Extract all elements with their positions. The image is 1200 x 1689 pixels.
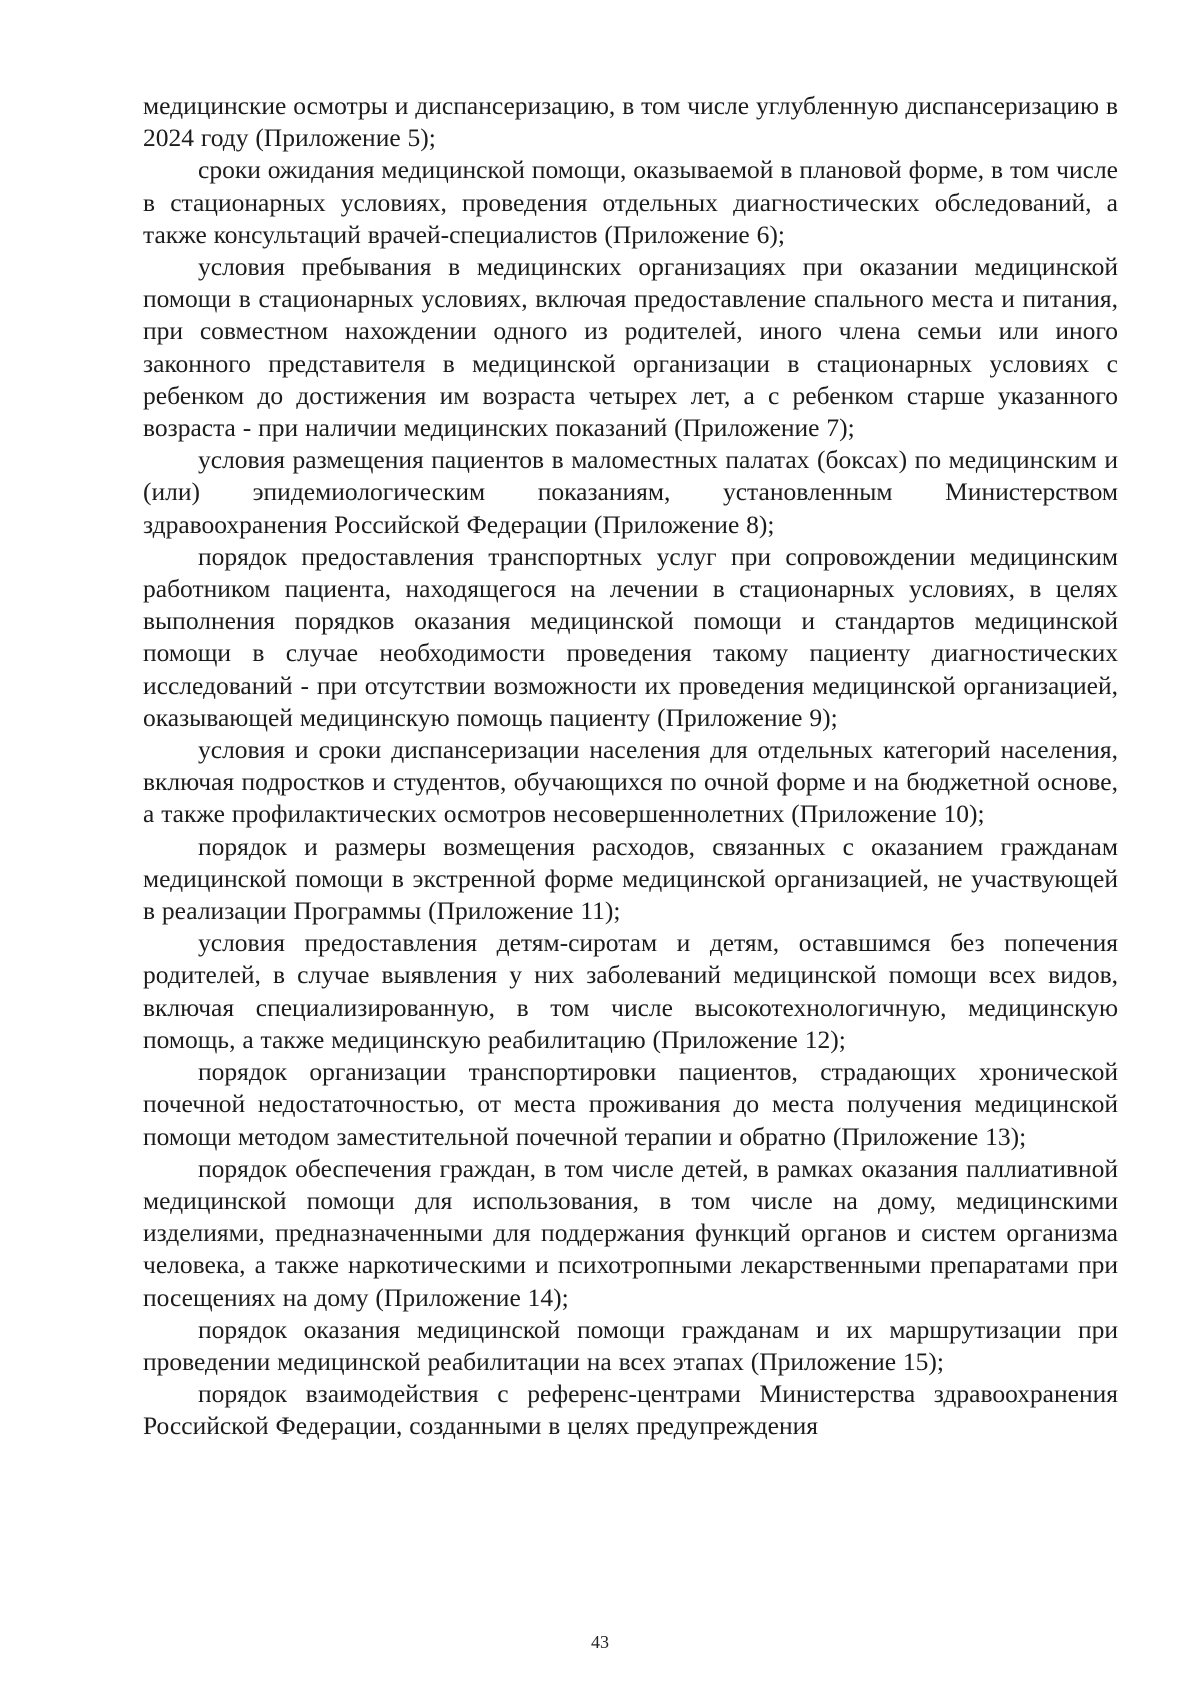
paragraph: условия размещения пациентов в маломестных палатах (боксах) по медицинским и (или) эпидемиологическим показаниям, установленным Министерством здравоохранения Российской Федерации (Приложение 8); — [143, 445, 1118, 539]
paragraph: порядок и размеры возмещения расходов, связанных с оказанием гражданам медицинской помощи в экстренной форме медицинской организацией, не участвующей в реализации Программы (Приложение 11); — [143, 831, 1118, 926]
paragraph-continuation: медицинские осмотры и диспансеризацию, в том числе углубленную диспансеризацию в 2024 году (Приложение 5); — [143, 91, 1118, 153]
paragraph: условия пребывания в медицинских организациях при оказании медицинской помощи в стационарных условиях, включая предоставление спального места и питания, при совместном нахождении одного из родителей, иного члена семьи или иного законного представителя в медицинской организации в стационарных условиях с ребенком до достижения им возраста четырех лет, а с ребенком старше указанного возраста - при наличии медицинских показаний (Приложение 7); — [143, 252, 1118, 443]
paragraph: условия и сроки диспансеризации населения для отдельных категорий населения, включая подростков и студентов, обучающихся по очной форме и на бюджетной основе, а также профилактических осмотров несовершеннолетних (Приложение 10); — [143, 735, 1118, 829]
paragraph: порядок организации транспортировки пациентов, страдающих хронической почечной недостаточностью, от места проживания до места получения медицинской помощи методом заместительной почечной терапии и обратно (Приложение 13); — [143, 1057, 1118, 1151]
paragraph: порядок предоставления транспортных услуг при сопровождении медицинским работником пациента, находящегося на лечении в стационарных условиях, в целях выполнения порядков оказания медицинской помощи и стандартов медицинской помощи в случае необходимости проведения такому пациенту диагностических исследований - при отсутствии возможности их проведения медицинской организацией, оказывающей медицинскую помощь пациенту (Приложение 9); — [143, 541, 1118, 732]
paragraph: порядок обеспечения граждан, в том числе детей, в рамках оказания паллиативной медицинской помощи для использования, в том числе на дому, медицинскими изделиями, предназначенными для поддержания функций органов и систем организма человека, а также наркотическими и психотропными лекарственными препаратами при посещениях на дому (Приложение 14); — [143, 1153, 1118, 1312]
paragraph: порядок взаимодействия с референс-центрами Министерства здравоохранения Российской Федерации, созданными в целях предупреждения — [143, 1379, 1118, 1441]
paragraph: сроки ожидания медицинской помощи, оказываемой в плановой форме, в том числе в стационарных условиях, проведения отдельных диагностических обследований, а также консультаций врачей-специалистов (Приложение 6); — [143, 155, 1118, 249]
page-number: 43 — [591, 1632, 609, 1652]
paragraph: порядок оказания медицинской помощи гражданам и их маршрутизации при проведении медицинской реабилитации на всех этапах (Приложение 15); — [143, 1314, 1118, 1376]
document-body — [143, 90, 1118, 1443]
paragraph: условия предоставления детям-сиротам и детям, оставшимся без попечения родителей, в случае выявления у них заболеваний медицинской помощи всех видов, включая специализированную, в том числе высокотехнологичную, медицинскую помощь, а также медицинскую реабилитацию (Приложение 12); — [143, 928, 1118, 1054]
